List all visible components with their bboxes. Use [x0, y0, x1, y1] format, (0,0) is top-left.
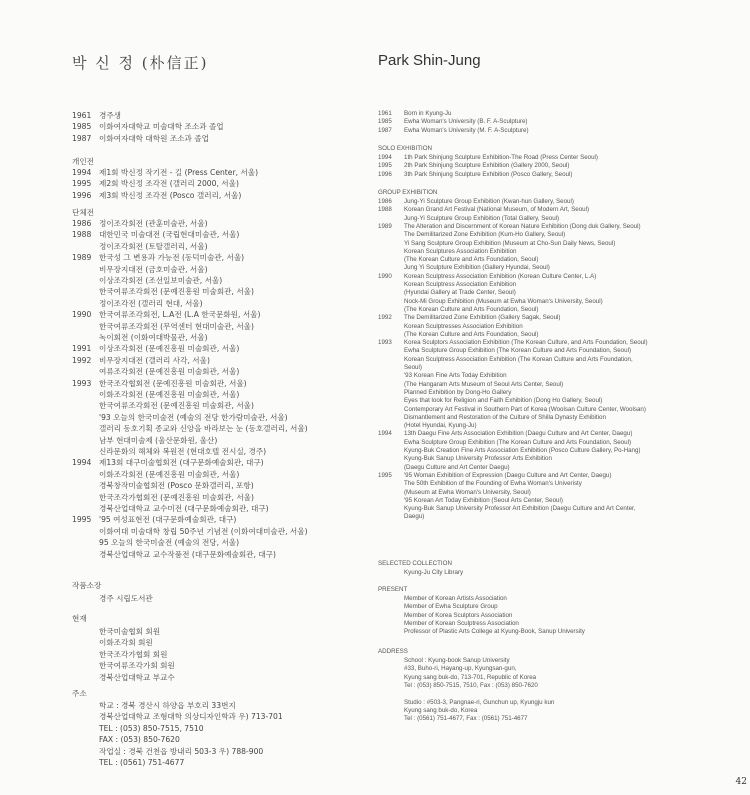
entry-text: 경주생 — [99, 111, 122, 120]
group-row — [378, 464, 510, 472]
entry-text: Ewha Woman's University (M. F. A-Sculpture) — [404, 126, 529, 134]
present-heading: 현재 — [72, 614, 87, 623]
year: 1990 — [378, 272, 392, 280]
entry-text: 정이조각전 (갤러리 현대, 서울) — [99, 298, 203, 308]
year: 1994 — [72, 168, 92, 177]
entry-text: Ewha Sculpture Group Exhibition (The Korean Culture and Arts Foundation, Seoul) — [404, 438, 632, 446]
entry-text: 이상조각회전 (조선일보미술관, 서울) — [99, 276, 223, 285]
entry-text: 이상조각회전 (문예진흥원 미술회관, 서울) — [99, 344, 240, 354]
entry-text: Jung Yi Sculpture Exhibition (Gallery Hyundai, Seoul) — [404, 264, 550, 272]
year: 1961 — [72, 111, 92, 120]
group-row — [72, 390, 239, 400]
solo-heading: SOLO EXHIBITION — [378, 145, 432, 152]
entry-text: Kyung-Buk Creation Fine Arts Association Exhibition (Posco Culture Gallery, Po-Hang) — [404, 447, 641, 454]
group-row — [378, 347, 631, 355]
entry-text: Korean Sculptress Association Exhibition — [404, 281, 517, 288]
group-row — [72, 493, 254, 503]
english-name-title: Park Shin-Jung — [378, 52, 481, 69]
present-entry: Member of Ewha Sculpture Group — [404, 603, 498, 611]
entry-text: (The Korean Culture and Arts Foundation, Seoul) — [404, 256, 539, 264]
year: 1994 — [378, 154, 392, 161]
address-line: Studio : #503-3, Pangnae-ri, Gunchun up, Kyungju kun — [404, 698, 555, 706]
entry-text: 한국조각협회전 (문예진흥원 미술회관, 서울) — [99, 378, 247, 388]
entry-text: Yi Sang Sculpture Group Exhibition (Museum at Cho-Sun Daily News, Seoul) — [404, 239, 616, 247]
group-row — [378, 505, 635, 513]
entry-text: Kyung-Buk Sanup University Professor Arts Exhibition — [404, 455, 552, 463]
entry-text: '95 Korean Art Today Exhibition (Seoul Arts Center, Seoul) — [404, 496, 563, 504]
entry-text: Seoul) — [404, 364, 422, 371]
address-line: Kyung sang buk-do, 713-701, Republic of Korea — [404, 673, 537, 681]
address-line: 경북산업대학교 조형대학 의상디자인학과 우) 713-701 — [99, 712, 283, 722]
group-row — [72, 287, 254, 297]
group-row — [72, 299, 203, 309]
entry-text: Korean Sculptress Association Exhibition (Korean Culture Center, L.A) — [404, 272, 597, 280]
entry-text: '93 Korean Fine Arts Today Exhibition — [404, 372, 507, 380]
group-row — [378, 497, 563, 505]
address-line: 학교 : 경북 경산시 하양읍 부호리 33번지 — [99, 701, 236, 710]
group-row — [378, 306, 538, 314]
collection-heading: 작품소장 — [72, 581, 102, 590]
year: 1996 — [378, 170, 392, 178]
entry-text: 13th Daegu Fine Arts Association Exhibition (Daegu Culture and Art Center, Daegu) — [404, 430, 633, 438]
solo-row — [72, 179, 239, 189]
year: 1995 — [72, 179, 92, 189]
group-row — [72, 310, 260, 320]
group-row — [378, 381, 563, 389]
entry-text: 이화조각회전 (문예진흥원 미술회관, 서울) — [99, 390, 240, 399]
present-entry: Member of Korean Artists Association — [404, 595, 507, 602]
group-row — [378, 364, 422, 372]
group-row — [72, 333, 208, 343]
group-row — [378, 489, 531, 497]
bio-row — [378, 110, 451, 118]
address-line: Tel : (0561) 751-4677, Fax : (0561) 751-4677 — [404, 715, 528, 723]
entry-text: Kyung-Buk Sanup University Professor Art Exhibition (Daegu Culture and Art Center, — [404, 505, 636, 513]
entry-text: 한국여류조각회전 (문예진흥원 미술회관, 서울) — [99, 401, 254, 411]
entry-text: '93 오늘의 한국미술전 (예술의 전당 한가람미술관, 서울) — [99, 412, 288, 422]
entry-text: Korean Sculptress Association Exhibition (The Korean Culture and Arts Foundation, — [404, 355, 633, 363]
group-row — [72, 344, 239, 354]
collection-entry: 경주 시립도서관 — [99, 594, 153, 603]
entry-text: 이화여자대학 대학원 조소과 졸업 — [99, 133, 209, 143]
group-row — [378, 430, 632, 438]
group-row — [72, 527, 308, 537]
group-row — [72, 458, 264, 468]
present-heading: PRESENT — [378, 586, 408, 593]
year: 1993 — [378, 339, 392, 347]
entry-text: 3th Park Shinjung Sculpture Exhibition (Posco Gallery, Seoul) — [404, 170, 573, 178]
year: 1993 — [72, 378, 92, 388]
year: 1988 — [72, 230, 92, 240]
solo-row — [72, 191, 241, 201]
group-row — [378, 281, 516, 289]
year: 1989 — [72, 253, 92, 263]
entry-text: 정이조각회전 (토탈갤러리, 서울) — [99, 241, 208, 251]
address-line: Tel : (053) 850-7515, 7510, Fax : (053) 850-7620 — [404, 681, 538, 689]
entry-text: Jung-Yi Sculpture Group Exhibition (Kwan-hun Gallery, Seoul) — [404, 198, 574, 205]
entry-text: 한국여류조각회전 (문예진흥원 미술회관, 서울) — [99, 287, 254, 297]
group-row — [72, 230, 239, 240]
year: 1985 — [72, 122, 92, 132]
entry-text: Korea Sculptors Association Exhibition (The Korean Culture, and Arts Foundation, Seoul) — [404, 339, 648, 347]
group-row — [378, 248, 516, 256]
group-row — [72, 515, 236, 525]
entry-text: Nock-Mi Group Exhibition (Museum at Ewha Woman's University, Seoul) — [404, 297, 603, 305]
present-entry: Professor of Plastic Arts College at Kyung-Book, Sanup University — [404, 628, 585, 636]
solo-row — [378, 154, 598, 162]
year: 1992 — [72, 355, 92, 365]
entry-text: Ewha Sculpture Group Exhibition (The Korean Culture and Arts Foundation, Seoul) — [404, 347, 632, 355]
group-row — [378, 273, 596, 281]
bio-row — [72, 111, 121, 121]
group-row — [72, 504, 269, 514]
entry-text: 남부 현대미술제 (울산문화원, 울산) — [99, 435, 218, 445]
entry-text: 비무장지대전 (금호미술관, 서울) — [99, 264, 208, 274]
group-row — [378, 389, 511, 397]
year: 1986 — [378, 198, 392, 205]
group-row — [72, 470, 239, 480]
group-row — [378, 314, 560, 322]
group-row — [72, 481, 254, 491]
group-row — [72, 367, 239, 377]
group-row — [378, 339, 648, 347]
group-row — [378, 406, 646, 414]
group-row — [378, 298, 603, 306]
solo-row — [378, 171, 572, 179]
group-row — [378, 256, 538, 264]
entry-text: Ewha Woman's University (B. F. A-Sculpture) — [404, 118, 528, 126]
entry-text: Contemporary Art Festival in Southern Part of Korea (Woolsan Culture Center, Woolsan) — [404, 405, 646, 413]
bio-row — [72, 122, 224, 132]
group-row — [378, 372, 507, 380]
present-entry: Member of Korea Sculptors Association — [404, 611, 513, 619]
group-row — [378, 472, 611, 480]
group-row — [72, 276, 222, 286]
group-row — [72, 219, 208, 229]
present-entry: 한국조각가협회 회원 — [99, 649, 168, 659]
group-row — [378, 264, 550, 272]
solo-row — [378, 162, 569, 170]
address-line: TEL : (053) 850-7515, 7510 — [99, 723, 204, 733]
group-row — [378, 513, 424, 521]
group-row — [378, 397, 602, 405]
group-heading: 단체전 — [72, 208, 95, 217]
group-row — [378, 231, 565, 239]
bio-row — [72, 134, 209, 144]
present-entry: 한국미술협회 회원 — [99, 627, 161, 636]
address-line: Kyung sang buk-do, Korea — [404, 706, 478, 714]
entry-text: 이화여대 미술대학 창립 50주년 기념전 (이화여대미술관, 서울) — [99, 526, 308, 536]
entry-text: 경북창작미술협회전 (Posco 문화갤러리, 포항) — [99, 481, 254, 491]
group-row — [378, 215, 559, 223]
entry-text: 한국조각가협회전 (문예진흥원 미술회관, 서울) — [99, 492, 254, 502]
entry-text: 대한민국 미술대전 (국립현대미술관, 서울) — [99, 230, 240, 240]
entry-text: Daegu) — [404, 513, 425, 521]
entry-text: (Hotel Hyundai, Kyung-Ju) — [404, 422, 477, 430]
address-heading: ADDRESS — [378, 648, 408, 655]
entry-text: 한국여류조각회전 (무역센터 현대미술관, 서울) — [99, 321, 254, 331]
entry-text: 제1회 박신정 작기전 - 길 (Press Center, 서울) — [99, 168, 259, 177]
entry-text: The 50th Exhibition of the Founding of Ewha Woman's Univeristy — [404, 480, 582, 488]
group-row — [378, 331, 538, 339]
entry-text: The Demilitarized Zone Exhibition (Gallery Sagak, Seoul) — [404, 314, 561, 322]
entry-text: (Hyundai Gallery at Trade Center, Seoul) — [404, 289, 516, 297]
year: 1987 — [378, 126, 392, 134]
entry-text: 한국성 그 변용과 가능전 (동덕미술관, 서울) — [99, 253, 245, 263]
group-row — [72, 447, 266, 457]
entry-text: 한국여류조각회전, L.A전 (L.A 한국문화원, 서울) — [99, 310, 261, 320]
present-entry: 이화조각회 회원 — [99, 638, 153, 648]
entry-text: '95 여성표현전 (대구문화예술회관, 대구) — [99, 515, 237, 525]
entry-text: Korean Grand Art Festival (National Museum, of Modern Art, Seoul) — [404, 206, 590, 214]
address-line: School : Kyung-book Sanup University — [404, 657, 510, 664]
entry-text: 1th Park Shinjung Sculpture Exhibition-The Road (Press Center Seoul) — [404, 154, 598, 161]
group-row — [72, 356, 210, 366]
year: 1990 — [72, 310, 92, 320]
korean-name-title: 박 신 정 (朴信正) — [72, 54, 209, 72]
group-row — [378, 447, 641, 455]
group-row — [72, 436, 217, 446]
year: 1992 — [378, 314, 392, 322]
group-row — [72, 401, 254, 411]
group-row — [72, 265, 208, 275]
entry-text: The Demilitarized Zone Exhibition (Kum-Ho Gallery, Seoul) — [404, 231, 566, 239]
year: 1988 — [378, 206, 392, 214]
year: 1995 — [72, 515, 92, 525]
group-row — [378, 356, 633, 364]
group-row — [72, 550, 276, 560]
entry-text: 경북산업대학교 교수미전 (대구문화예술회관, 대구) — [99, 504, 269, 513]
present-entry: Member of Korean Sculptress Association — [404, 619, 519, 627]
entry-text: (The Hangaram Arts Museum of Seoul Arts Center, Seoul) — [404, 380, 564, 388]
entry-text: 제13회 대구미술협회전 (대구문화예술회관, 대구) — [99, 458, 264, 468]
year: 1994 — [72, 458, 92, 468]
year: 1995 — [378, 471, 392, 479]
entry-text: 제2회 박신정 조각전 (갤러리 2000, 서울) — [99, 179, 239, 189]
present-entry: 경북산업대학교 부교수 — [99, 672, 175, 682]
entry-text: 95 오늘의 한국미술전 (예술의 전당, 서울) — [99, 538, 240, 548]
year: 1989 — [378, 222, 392, 230]
entry-text: Eyes that look for Religion and Faith Exhibition (Dong Ho Gallery, Seoul) — [404, 397, 603, 405]
group-row — [378, 289, 516, 297]
year: 1985 — [378, 118, 392, 126]
entry-text: Korean Sculptresses Association Exhibition — [404, 322, 523, 330]
year: 1994 — [378, 430, 392, 438]
entry-text: 녹이회전 (이화여대박물관, 서울) — [99, 333, 208, 342]
entry-text: (The Korean Culture and Arts Foundation, Seoul) — [404, 305, 539, 313]
group-row — [72, 379, 247, 389]
address-line: #33, Buho-ri, Hayang-up, Kyungsan-gun, — [404, 665, 517, 673]
year: 1991 — [72, 344, 92, 354]
entry-text: '95 Woman Exhibition of Expression (Daegu Culture and Art Center, Daegu) — [404, 471, 612, 479]
group-row — [378, 455, 552, 463]
entry-text: (Museum at Ewha Woman's University, Seoul) — [404, 488, 531, 496]
year: 1986 — [72, 219, 92, 228]
collection-heading: SELECTED COLLECTION — [378, 560, 452, 567]
group-row — [72, 413, 288, 423]
address-line: 작업실 : 경북 건천읍 방내리 503-3 우) 788-900 — [99, 746, 264, 756]
group-row — [378, 414, 606, 422]
entry-text: 이화조각회전 (문예진흥원 미술회관, 서울) — [99, 469, 240, 479]
group-row — [378, 422, 477, 430]
present-entry: 한국여류조각가회 회원 — [99, 661, 175, 671]
entry-text: Korean Sculptures Association Exhibition — [404, 247, 517, 255]
entry-text: 정이조각회전 (관훈미술관, 서울) — [99, 219, 208, 228]
group-row — [378, 240, 615, 248]
page-number: 42 — [735, 777, 747, 787]
bio-row — [378, 127, 529, 135]
group-row — [378, 223, 641, 231]
address-line: FAX : (053) 850-7620 — [99, 735, 180, 745]
entry-text: Planned Exhibition by Dong-Ho Gallery — [404, 388, 512, 396]
year: 1996 — [72, 190, 92, 200]
solo-row — [72, 168, 258, 178]
entry-text: Dismantlement and Restoration of the Culture of Shilla Dynasty Exhibition — [404, 413, 606, 421]
group-heading: GROUP EXHIBITION — [378, 189, 438, 196]
group-row — [72, 424, 308, 434]
collection-entry: Kyung-Ju City Library — [404, 569, 464, 576]
year: 1961 — [378, 110, 392, 117]
entry-text: Jung-Yi Sculpture Group Exhibition (Total Gallery, Seoul) — [404, 214, 560, 222]
address-heading: 주소 — [72, 689, 87, 698]
group-row — [72, 538, 239, 548]
group-row — [72, 322, 254, 332]
group-row — [378, 323, 523, 331]
year: 1987 — [72, 133, 92, 143]
entry-text: 제3회 박신정 조각전 (Posco 갤러리, 서울) — [99, 190, 242, 200]
entry-text: The Alteration and Discernment of Korean Nature Exhibition (Dong duk Gallery, Seoul) — [404, 222, 641, 230]
entry-text: 여류조각회전 (문예진흥원 미술회관, 서울) — [99, 367, 240, 377]
group-row — [72, 253, 244, 263]
entry-text: 비무장지대전 (갤러리 사각, 서울) — [99, 355, 210, 365]
group-row — [378, 206, 589, 214]
solo-heading: 개인전 — [72, 157, 95, 166]
entry-text: 2th Park Shinjung Sculpture Exhibition (Gallery 2000, Seoul) — [404, 162, 570, 170]
entry-text: (Daegu Culture and Art Center Daegu) — [404, 463, 510, 471]
group-row — [378, 198, 574, 206]
group-row — [378, 480, 582, 488]
year: 1995 — [378, 162, 392, 170]
address-line: TEL : (0561) 751-4677 — [99, 758, 185, 767]
bio-row — [378, 118, 527, 126]
group-row — [378, 439, 631, 447]
entry-text: Born in Kyung-Ju — [404, 110, 452, 117]
entry-text: 갤러리 동호기획 종교와 신앙을 바라보는 눈 (동호갤러리, 서울) — [99, 424, 308, 434]
entry-text: (The Korean Culture and Arts Foundation, Seoul) — [404, 330, 539, 338]
entry-text: 경북산업대학교 교수작품전 (대구문화예술회관, 대구) — [99, 549, 276, 559]
group-row — [72, 242, 208, 252]
entry-text: 이화여자대학교 미술대학 조소과 졸업 — [99, 122, 224, 132]
entry-text: 신라문화의 해체와 복원전 (현대호텔 전시실, 경주) — [99, 447, 267, 456]
